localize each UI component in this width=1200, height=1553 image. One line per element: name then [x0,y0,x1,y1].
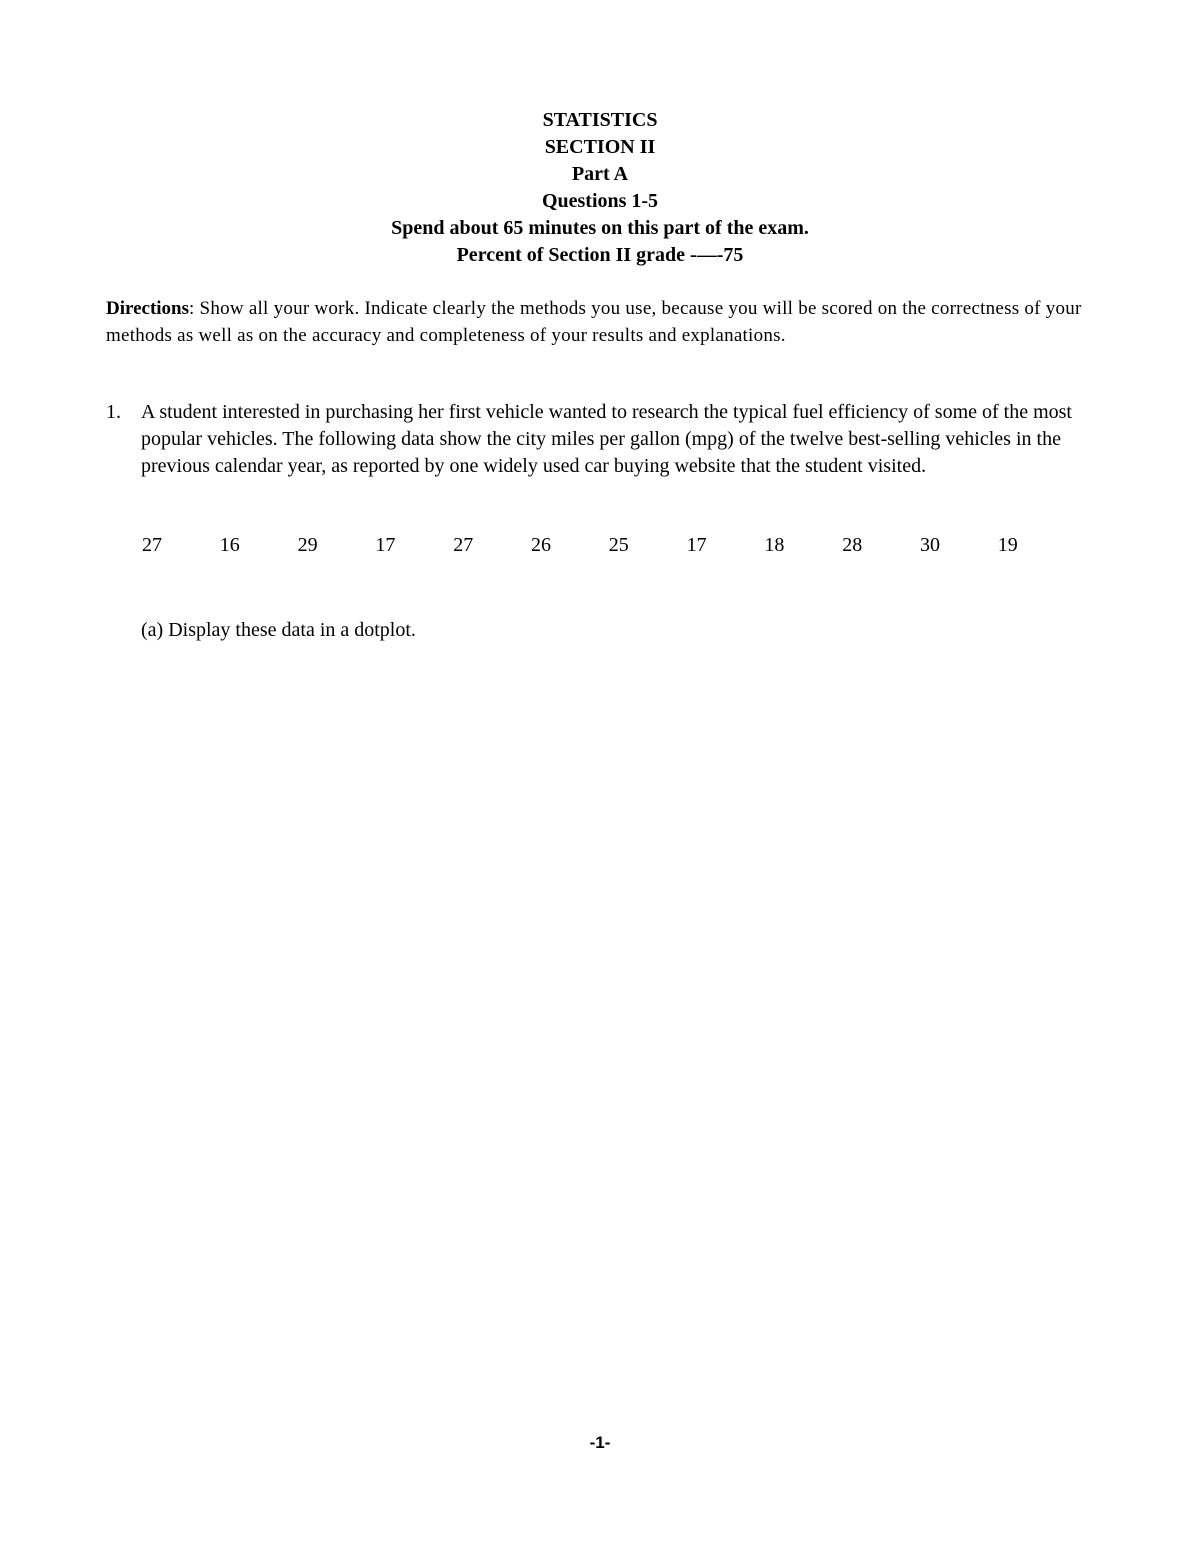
directions-text: : Show all your work. Indicate clearly the methods you use, because you will be scored on the correctness of your methods as well as on the accuracy and completeness of your results and explanations. [106,298,1082,346]
data-value: 19 [997,534,1018,556]
data-value: 17 [686,534,707,556]
data-value: 30 [920,534,940,556]
header-percent: Percent of Section II grade -—-75 [456,244,744,266]
data-value: 27 [453,534,474,556]
mpg-data-row [141,534,1081,564]
question-part-a: (a) Display these data in a dotplot. [141,619,416,641]
page-number: -1- [589,1433,611,1452]
data-value: 28 [842,534,863,556]
data-value: 29 [297,534,318,556]
data-value: 17 [375,534,396,556]
section-header [0,107,1200,269]
header-time: Spend about 65 minutes on this part of the exam. [391,217,809,239]
directions-label: Directions [106,298,190,319]
data-value: 18 [764,534,785,556]
question-number: 1. [106,401,121,423]
header-section: SECTION II [544,136,656,158]
data-value: 25 [608,534,629,556]
header-questions: Questions 1-5 [541,190,659,212]
directions-paragraph [106,295,1096,349]
header-part: Part A [571,163,629,185]
question-text: A student interested in purchasing her first vehicle wanted to research the typical fuel efficiency of some of the most popular vehicles. The following data show the city miles per gallon (mpg) of the twelve best-selling vehicles in the previous calendar year, as reported by one widely used car buying website that the student visited. [141,401,1072,477]
header-title: STATISTICS [542,109,658,131]
data-value: 16 [219,534,240,556]
data-value: 26 [531,534,551,556]
data-value: 27 [142,534,162,556]
